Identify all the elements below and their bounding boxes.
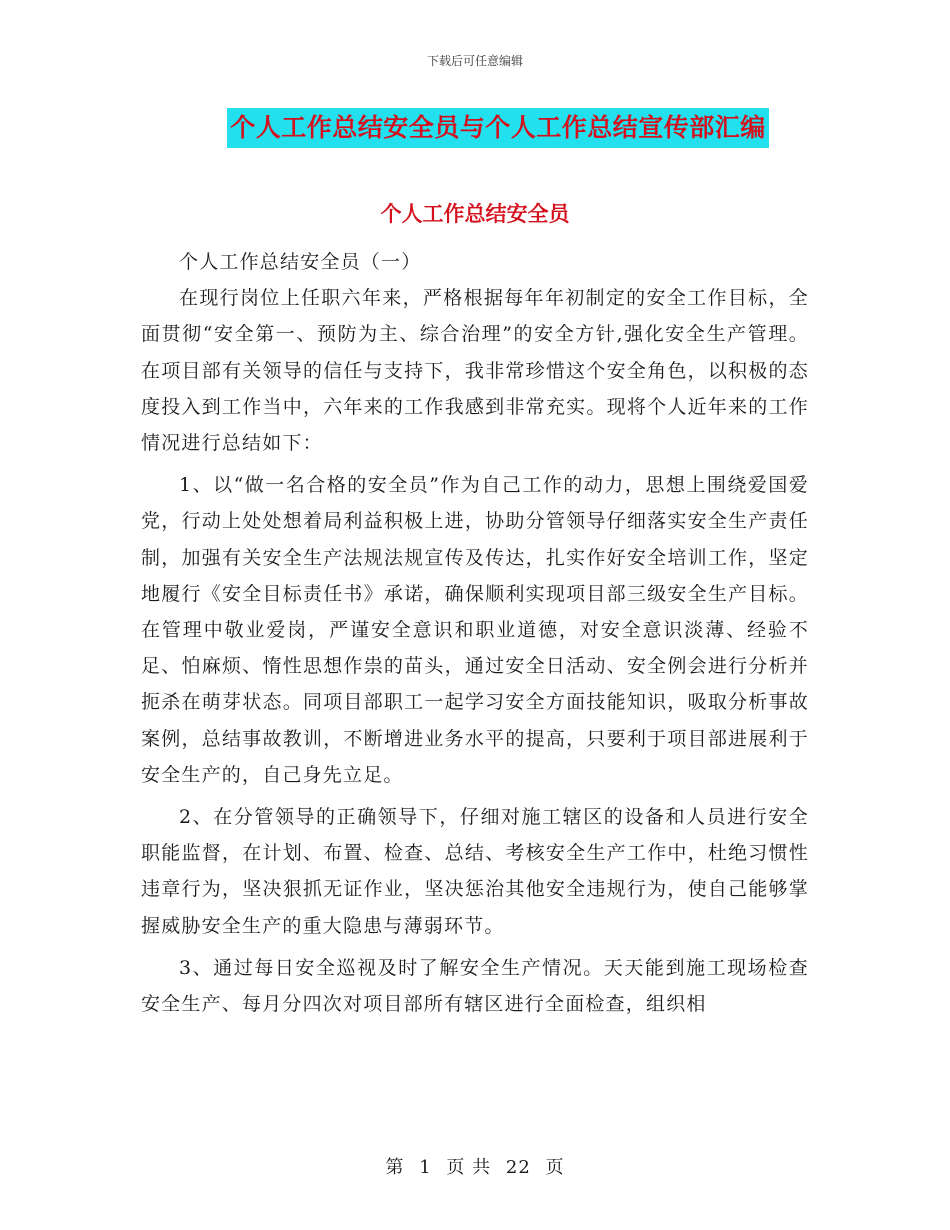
paragraph-item-1: 1、以“做一名合格的安全员”作为自己工作的动力，思想上围绕爱国爱党，行动上处处想着局利益积极上进，协助分管领导仔细落实安全生产责任制，加强有关安全生产法规法规宣传及传达，扎实作好安全培训工作，坚定地履行《安全目标责任书》承诺，确保顺利实现项目部三级安全生产目标。在管理中敬业爱岗，严谨安全意识和职业道德，对安全意识淡薄、经验不足、怕麻烦、惰性思想作祟的苗头，通过安全日活动、安全例会进行分析并扼杀在萌芽状态。同项目部职工一起学习安全方面技能知识，吸取分析事故案例，总结事故教训，不断增进业务水平的提高，只要利于项目部进展利于安全生产的，自己身先立足。 bbox=[141, 474, 809, 786]
footer-suffix: 页 bbox=[545, 1157, 565, 1178]
document-title-block bbox=[0, 108, 950, 148]
document-title: 个人工作总结安全员与个人工作总结宣传部汇编 bbox=[227, 108, 769, 148]
subheading: 个人工作总结安全员（一） bbox=[179, 251, 422, 273]
footer-page-number: 1 bbox=[419, 1157, 432, 1178]
footer-prefix: 第 bbox=[385, 1157, 405, 1178]
page-header-note: 下载后可任意编辑 bbox=[426, 54, 523, 68]
footer-total-pages: 22 bbox=[505, 1157, 531, 1178]
paragraph-item-3: 3、通过每日安全巡视及时了解安全生产情况。天天能到施工现场检查安全生产、每月分四次对项目部所有辖区进行全面检查，组织相 bbox=[141, 956, 809, 1016]
section-title: 个人工作总结安全员 bbox=[380, 202, 570, 226]
footer-middle: 页 共 bbox=[446, 1157, 492, 1178]
paragraph-intro: 在现行岗位上任职六年来，严格根据每年年初制定的安全工作目标，全面贯彻“安全第一、预防为主、综合治理”的安全方针,强化安全生产管理。在项目部有关领导的信任与支持下，我非常珍惜这个安全角色，以积极的态度投入到工作当中，六年来的工作我感到非常充实。现将个人近年来的工作情况进行总结如下： bbox=[141, 287, 809, 455]
page-footer bbox=[0, 1153, 950, 1179]
paragraph-item-2: 2、在分管领导的正确领导下，仔细对施工辖区的设备和人员进行安全职能监督，在计划、布置、检查、总结、考核安全生产工作中，杜绝习惯性违章行为，坚决狠抓无证作业，坚决惩治其他安全违规行为，使自己能够掌握威胁安全生产的重大隐患与薄弱环节。 bbox=[141, 806, 809, 937]
document-body bbox=[141, 244, 809, 1028]
